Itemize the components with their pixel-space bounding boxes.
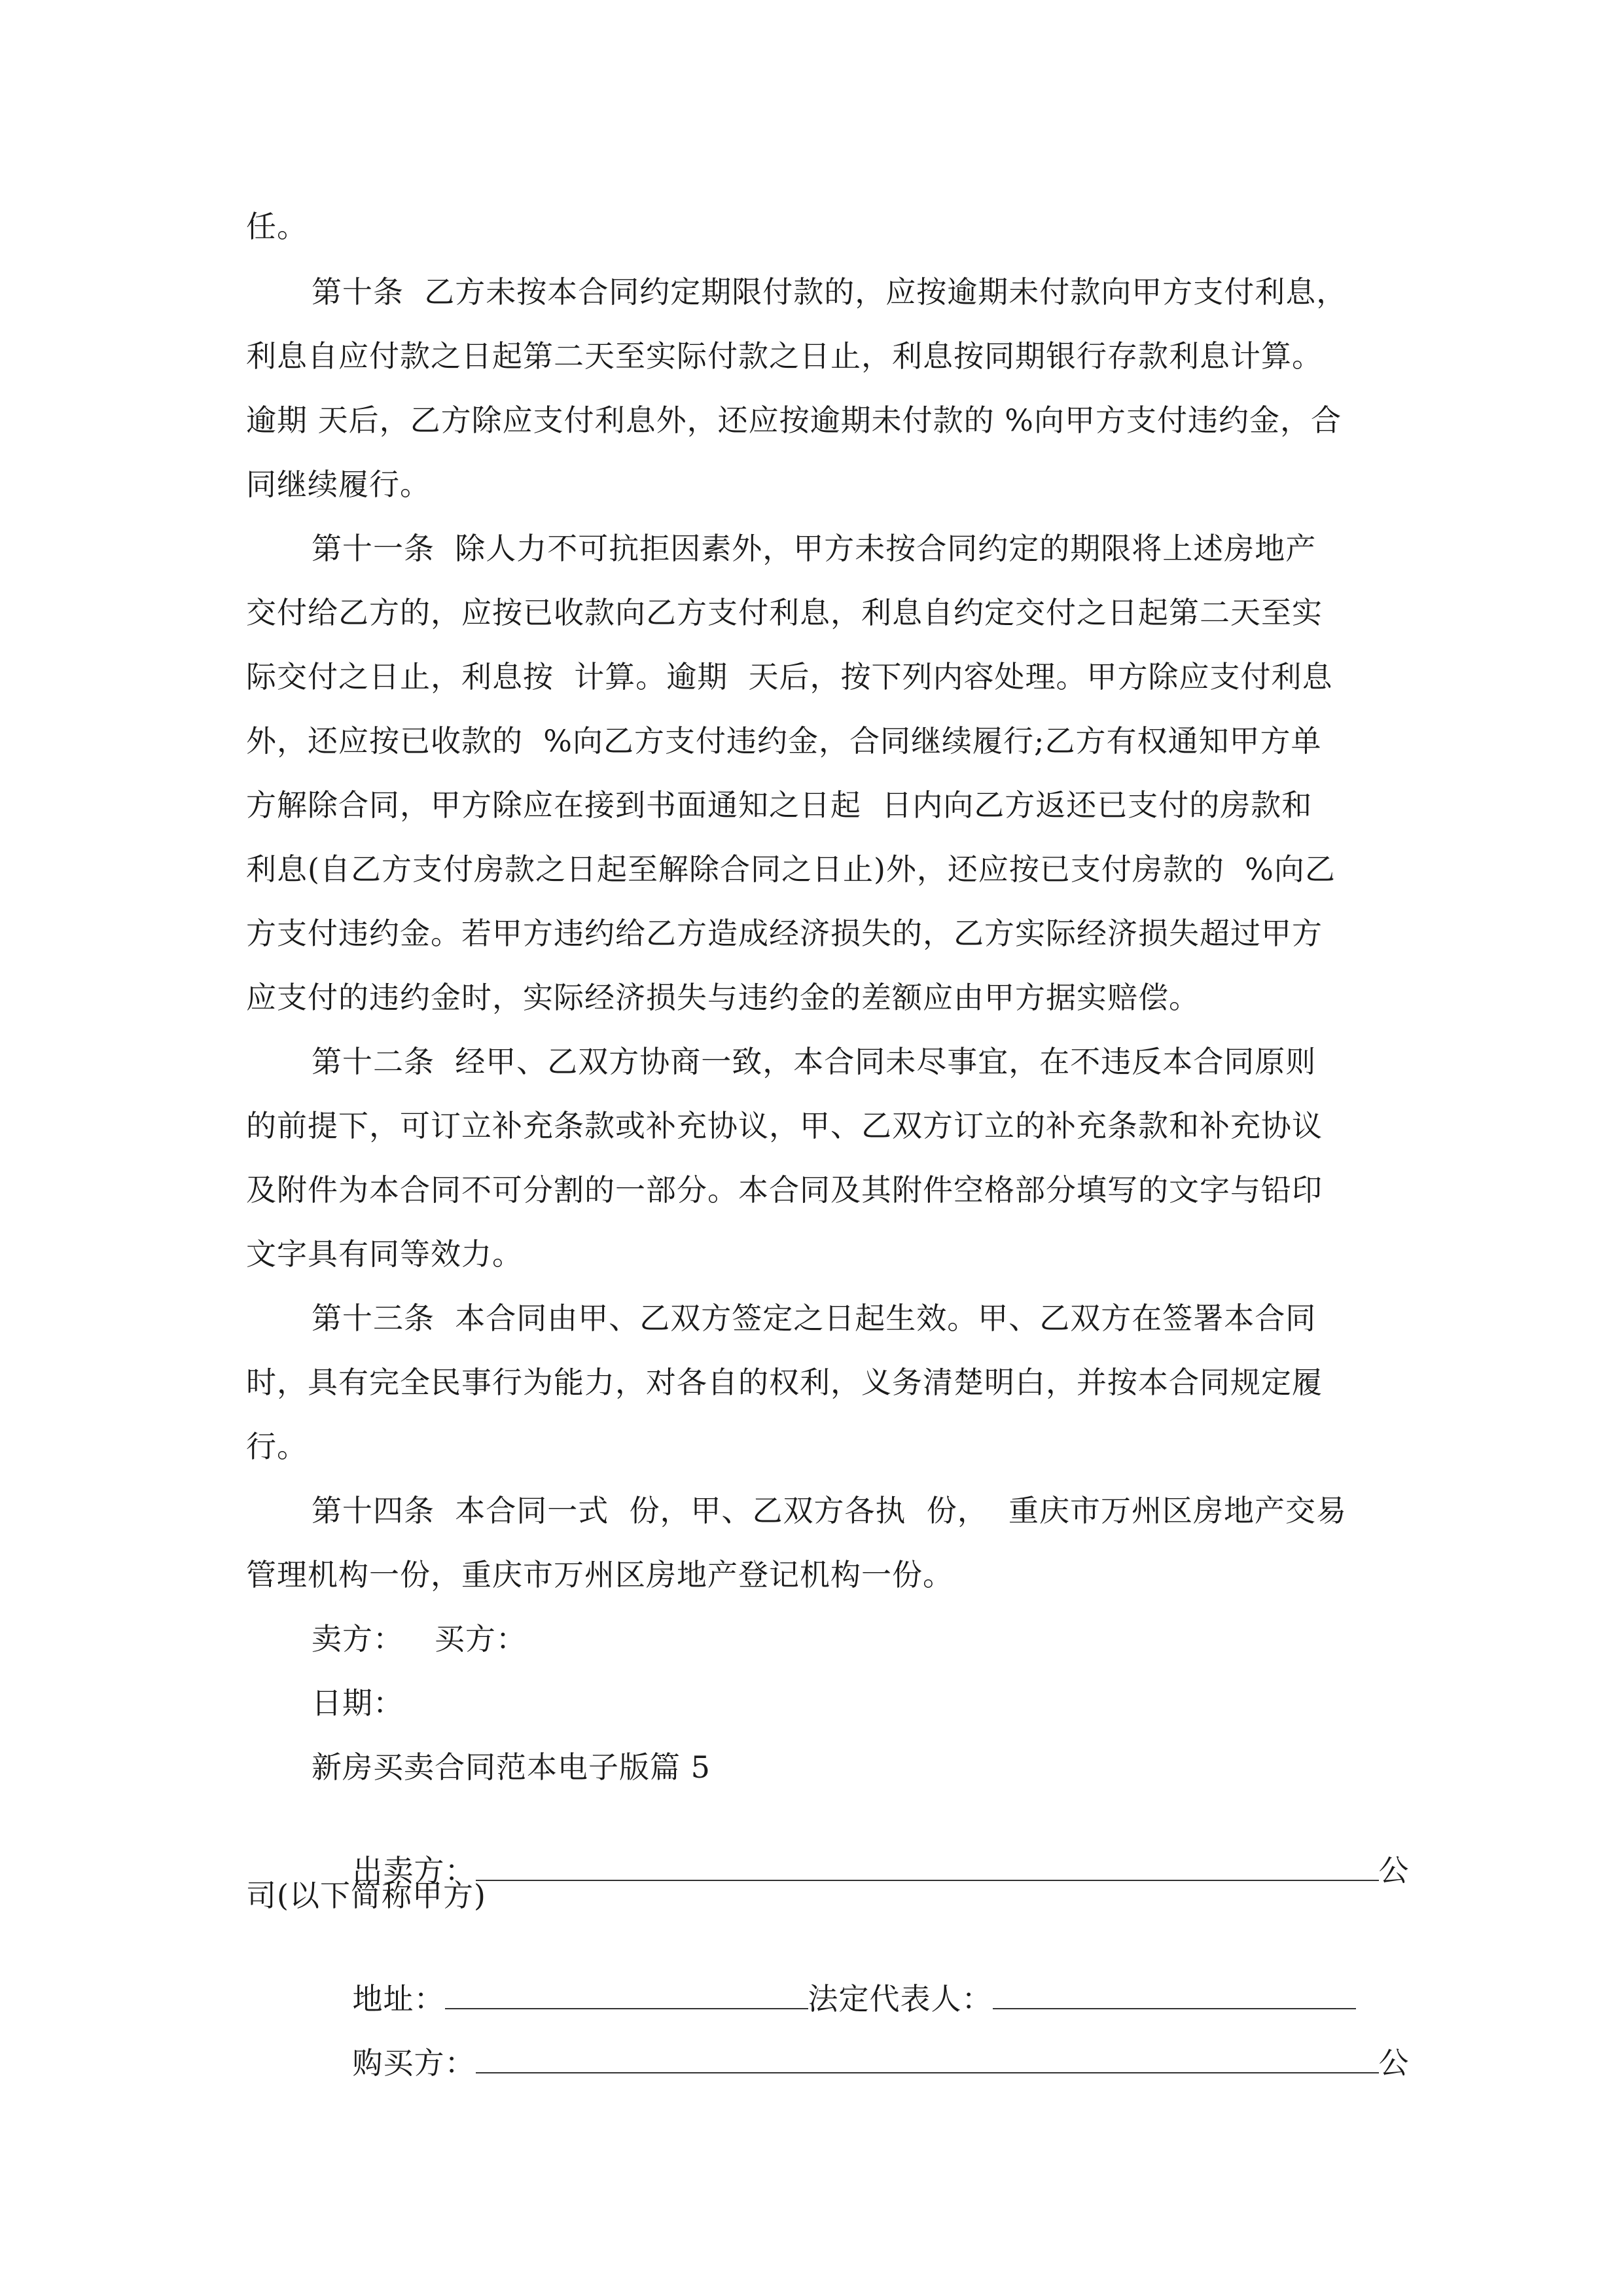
article-11-line-7: 方支付违约金。若甲方违约给乙方造成经济损失的，乙方实际经济损失超过甲方 bbox=[246, 916, 1323, 951]
date-line: 日期： bbox=[312, 1685, 404, 1721]
article-13-line-2: 时，具有完全民事行为能力，对各自的权利，义务清楚明白，并按本合同规定履 bbox=[246, 1365, 1323, 1400]
article-11-line-4: 外，还应按已收款的 %向乙方支付违约金，合同继续履行;乙方有权通知甲方单 bbox=[246, 723, 1322, 759]
article-12-line-4: 文字具有同等效力。 bbox=[246, 1236, 523, 1272]
article-11-line-8: 应支付的违约金时，实际经济损失与违约金的差额应由甲方据实赔偿。 bbox=[246, 980, 1200, 1015]
signature-line: 卖方： 买方： bbox=[312, 1621, 527, 1657]
article-11-line-3: 际交付之日止，利息按 计算。逾期 天后，按下列内容处理。甲方除应支付利息 bbox=[246, 659, 1333, 694]
seller-suffix: 公 bbox=[1378, 1853, 1410, 1888]
seller-label: 出卖方： bbox=[352, 1853, 476, 1888]
article-13-line-1: 第十三条 本合同由甲、乙双方签定之日起生效。甲、乙双方在签署本合同 bbox=[312, 1300, 1317, 1336]
article-10-line-1: 第十条 乙方未按本合同约定期限付款的，应按逾期未付款向甲方支付利息， bbox=[312, 274, 1347, 310]
article-10-line-3: 逾期 天后，乙方除应支付利息外，还应按逾期未付款的 %向甲方支付违约金，合 bbox=[246, 403, 1342, 438]
legal-rep-label: 法定代表人： bbox=[808, 1981, 993, 2017]
buyer-suffix: 公 bbox=[1378, 2045, 1410, 2081]
address-label: 地址： bbox=[352, 1981, 445, 2017]
section-heading: 新房买卖合同范本电子版篇 5 bbox=[312, 1749, 711, 1785]
article-10-line-2: 利息自应付款之日起第二天至实际付款之日止，利息按同期银行存款利息计算。 bbox=[246, 338, 1323, 374]
article-12-line-3: 及附件为本合同不可分割的一部分。本合同及其附件空格部分填写的文字与铅印 bbox=[246, 1172, 1323, 1208]
article-14-line-1: 第十四条 本合同一式 份，甲、乙双方各执 份， 重庆市万州区房地产交易 bbox=[312, 1493, 1347, 1528]
seller-note: 司(以下简称甲方) bbox=[246, 1878, 486, 1913]
article-13-line-3: 行。 bbox=[246, 1429, 308, 1464]
article-12-line-2: 的前提下，可订立补充条款或补充协议，甲、乙双方订立的补充条款和补充协议 bbox=[246, 1108, 1323, 1143]
seller-blank-field[interactable] bbox=[476, 1851, 1379, 1881]
article-11-line-2: 交付给乙方的，应按已收款向乙方支付利息，利息自约定交付之日起第二天至实 bbox=[246, 595, 1323, 630]
buyer-blank-field[interactable] bbox=[476, 2043, 1379, 2073]
text-line: 任。 bbox=[246, 209, 308, 244]
buyer-label: 购买方： bbox=[352, 2045, 476, 2081]
article-11-line-1: 第十一条 除人力不可抗拒因素外，甲方未按合同约定的期限将上述房地产 bbox=[312, 531, 1317, 566]
article-12-line-1: 第十二条 经甲、乙双方协商一致，本合同未尽事宜，在不违反本合同原则 bbox=[312, 1044, 1317, 1079]
article-10-line-4: 同继续履行。 bbox=[246, 467, 431, 502]
article-14-line-2: 管理机构一份，重庆市万州区房地产登记机构一份。 bbox=[246, 1557, 954, 1592]
article-11-line-5: 方解除合同，甲方除应在接到书面通知之日起 日内向乙方返还已支付的房款和 bbox=[246, 787, 1313, 823]
buyer-row bbox=[312, 2004, 1410, 2122]
article-11-line-6: 利息(自乙方支付房款之日起至解除合同之日止)外，还应按已支付房款的 %向乙 bbox=[246, 852, 1336, 887]
